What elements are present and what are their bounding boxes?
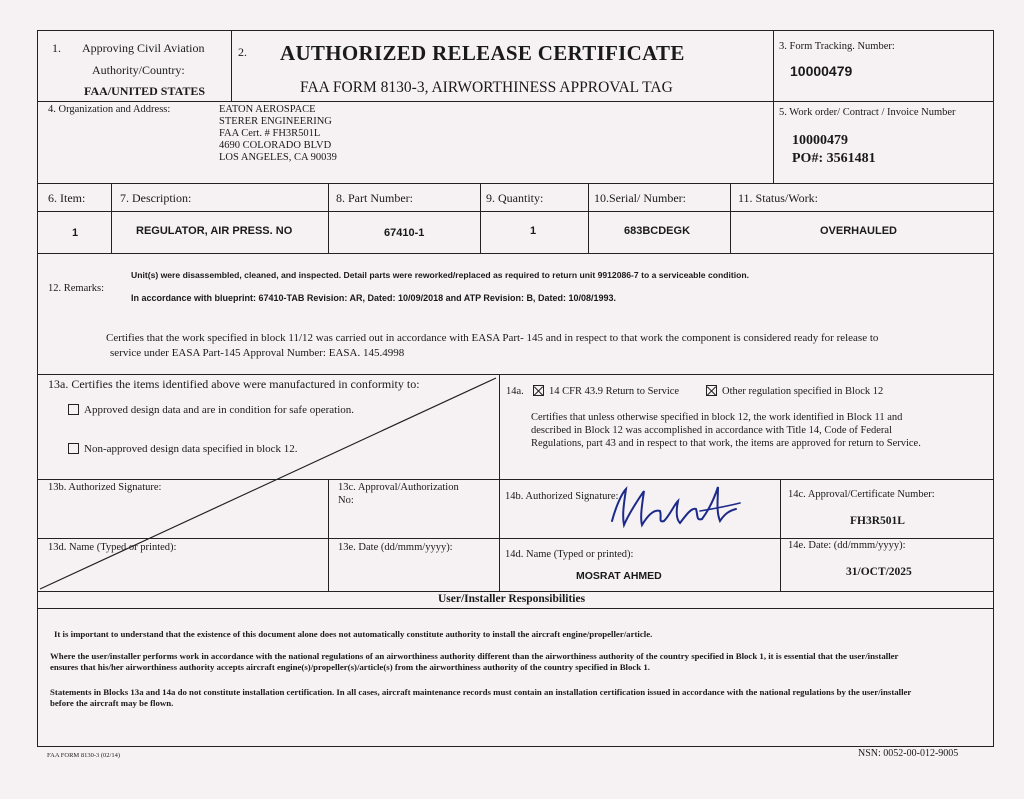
status-value: OVERHAULED bbox=[820, 225, 898, 237]
block14b-label: 14b. Authorized Signature: bbox=[505, 491, 619, 502]
remarks-line-1: Unit(s) were disassembled, cleaned, and inspected. Detail parts were reworked/replaced as required to return unit 9912086-7 to a serviceable condition. bbox=[131, 270, 750, 280]
description-header: 7. Description: bbox=[120, 191, 192, 205]
block13e-label: 13e. Date (dd/mmm/yyyy): bbox=[338, 542, 453, 553]
address-line: STERER ENGINEERING bbox=[219, 116, 332, 127]
remarks-label: 12. Remarks: bbox=[48, 283, 104, 294]
authorized-name-value: MOSRAT AHMED bbox=[576, 570, 662, 582]
quantity-value: 1 bbox=[530, 225, 537, 237]
item-header: 6. Item: bbox=[48, 191, 86, 205]
form-version-footer: FAA FORM 8130-3 (02/14) bbox=[47, 752, 121, 759]
block14a-statement: Certifies that unless otherwise specified in block 12, the work identified in Block 11 and described in Block 12 was accomplished in accordance with Title 14, Code of Federal Regulations, part 43 and in respect to that work, the items are approved for return to Service. bbox=[531, 412, 921, 449]
approved-design-label: Approved design data and are in condition for safe operation. bbox=[84, 404, 355, 416]
approved-design-option[interactable] bbox=[68, 404, 354, 416]
form-title: AUTHORIZED RELEASE CERTIFICATE bbox=[280, 41, 685, 65]
address-line: 4690 COLORADO BLVD bbox=[219, 140, 332, 151]
block14d-label: 14d. Name (Typed or printed): bbox=[505, 549, 634, 560]
certificate-form bbox=[37, 30, 994, 747]
organization-address bbox=[219, 104, 337, 164]
checkbox-checked-icon[interactable] bbox=[706, 385, 717, 396]
remarks-line-2: In accordance with blueprint: 67410-TAB Revision: AR, Dated: 10/09/2018 and ATP Revision: B, Dated: 10/08/1993. bbox=[131, 293, 616, 303]
status-header: 11. Status/Work: bbox=[738, 191, 818, 205]
approval-certificate-number: FH3R501L bbox=[850, 515, 905, 527]
other-regulation-option[interactable] bbox=[706, 385, 883, 397]
block1-label: Approving Civil Aviation bbox=[82, 41, 205, 55]
checkbox-unchecked-icon[interactable] bbox=[68, 404, 79, 415]
block14a-label: 14a. bbox=[506, 386, 524, 397]
responsibilities-paragraph-3: Statements in Blocks 13a and 14a do not constitute installation certification. In all cases, aircraft maintenance records must contain an installation certification issued in accordance with the national regulations by the user/installer before the aircraft may be flown. bbox=[50, 687, 912, 708]
description-value: REGULATOR, AIR PRESS. NO bbox=[136, 225, 293, 237]
form-tracking-number: 10000479 bbox=[790, 63, 853, 79]
approval-date-value: 31/OCT/2025 bbox=[846, 566, 912, 578]
block13c-label-2: No: bbox=[338, 495, 354, 506]
form-subtitle: FAA FORM 8130-3, AIRWORTHINESS APPROVAL TAG bbox=[300, 79, 673, 96]
easa-cert-line-2: service under EASA Part-145 Approval Number: EASA. 145.4998 bbox=[110, 347, 405, 359]
cfr-43-9-label: 14 CFR 43.9 Return to Service bbox=[549, 386, 680, 397]
block3-label: 3. Form Tracking. Number: bbox=[779, 41, 895, 52]
address-line: LOS ANGELES, CA 90039 bbox=[219, 152, 337, 163]
responsibilities-paragraph-1: It is important to understand that the existence of this document alone does not automatically constitute authority to install the aircraft engine/propeller/article. bbox=[54, 629, 653, 639]
serial-number-value: 683BCDEGK bbox=[624, 225, 691, 237]
block13d-label: 13d. Name (Typed or printed): bbox=[48, 542, 177, 553]
authorized-signature bbox=[604, 481, 744, 533]
block5-label: 5. Work order/ Contract / Invoice Number bbox=[779, 107, 956, 118]
quantity-header: 9. Quantity: bbox=[486, 191, 544, 205]
block13b-label: 13b. Authorized Signature: bbox=[48, 482, 162, 493]
address-line: EATON AEROSPACE bbox=[219, 104, 316, 115]
block13c-label: 13c. Approval/Authorization bbox=[338, 482, 459, 493]
part-number-value: 67410-1 bbox=[384, 227, 425, 239]
block1-number: 1. bbox=[52, 41, 61, 55]
block4-label: 4. Organization and Address: bbox=[48, 104, 171, 115]
non-approved-design-label: Non-approved design data specified in block 12. bbox=[84, 443, 298, 455]
responsibilities-title: User/Installer Responsibilities bbox=[438, 593, 586, 605]
easa-cert-line-1: Certifies that the work specified in block 11/12 was carried out in accordance with EASA Part- 145 and in respect to that work the component is considered ready for release to bbox=[106, 332, 879, 344]
checkbox-unchecked-icon[interactable] bbox=[68, 443, 79, 454]
block13a-label: 13a. Certifies the items identified above were manufactured in conformity to: bbox=[48, 377, 420, 391]
item-value: 1 bbox=[72, 227, 79, 239]
purchase-order-number: PO#: 3561481 bbox=[792, 151, 876, 166]
non-approved-design-option[interactable] bbox=[68, 443, 298, 455]
block14c-label: 14c. Approval/Certificate Number: bbox=[788, 489, 935, 500]
block2-number: 2. bbox=[238, 45, 247, 59]
approving-authority-value: FAA/UNITED STATES bbox=[84, 84, 206, 98]
cfr-43-9-option[interactable] bbox=[533, 385, 679, 397]
other-regulation-label: Other regulation specified in Block 12 bbox=[722, 386, 884, 397]
part-number-header: 8. Part Number: bbox=[336, 191, 413, 205]
address-line: FAA Cert. # FH3R501L bbox=[219, 128, 321, 139]
nsn-footer: NSN: 0052-00-012-9005 bbox=[858, 748, 959, 759]
block1-label-2: Authority/Country: bbox=[92, 63, 185, 77]
block14e-label: 14e. Date: (dd/mmm/yyyy): bbox=[788, 540, 906, 551]
checkbox-checked-icon[interactable] bbox=[533, 385, 544, 396]
responsibilities-paragraph-2: Where the user/installer performs work in accordance with the national regulations of an airworthiness authority different than the airworthiness authority of the country specified in Block 1, it is essential that the user/installer ensures that his/her airworthiness authority accepts aircraft engine(s)/propeller(s)/article(s) from the airworthiness authority of the country specified in Block 1. bbox=[50, 651, 899, 672]
serial-number-header: 10.Serial/ Number: bbox=[594, 191, 686, 205]
work-order-number: 10000479 bbox=[792, 133, 848, 148]
